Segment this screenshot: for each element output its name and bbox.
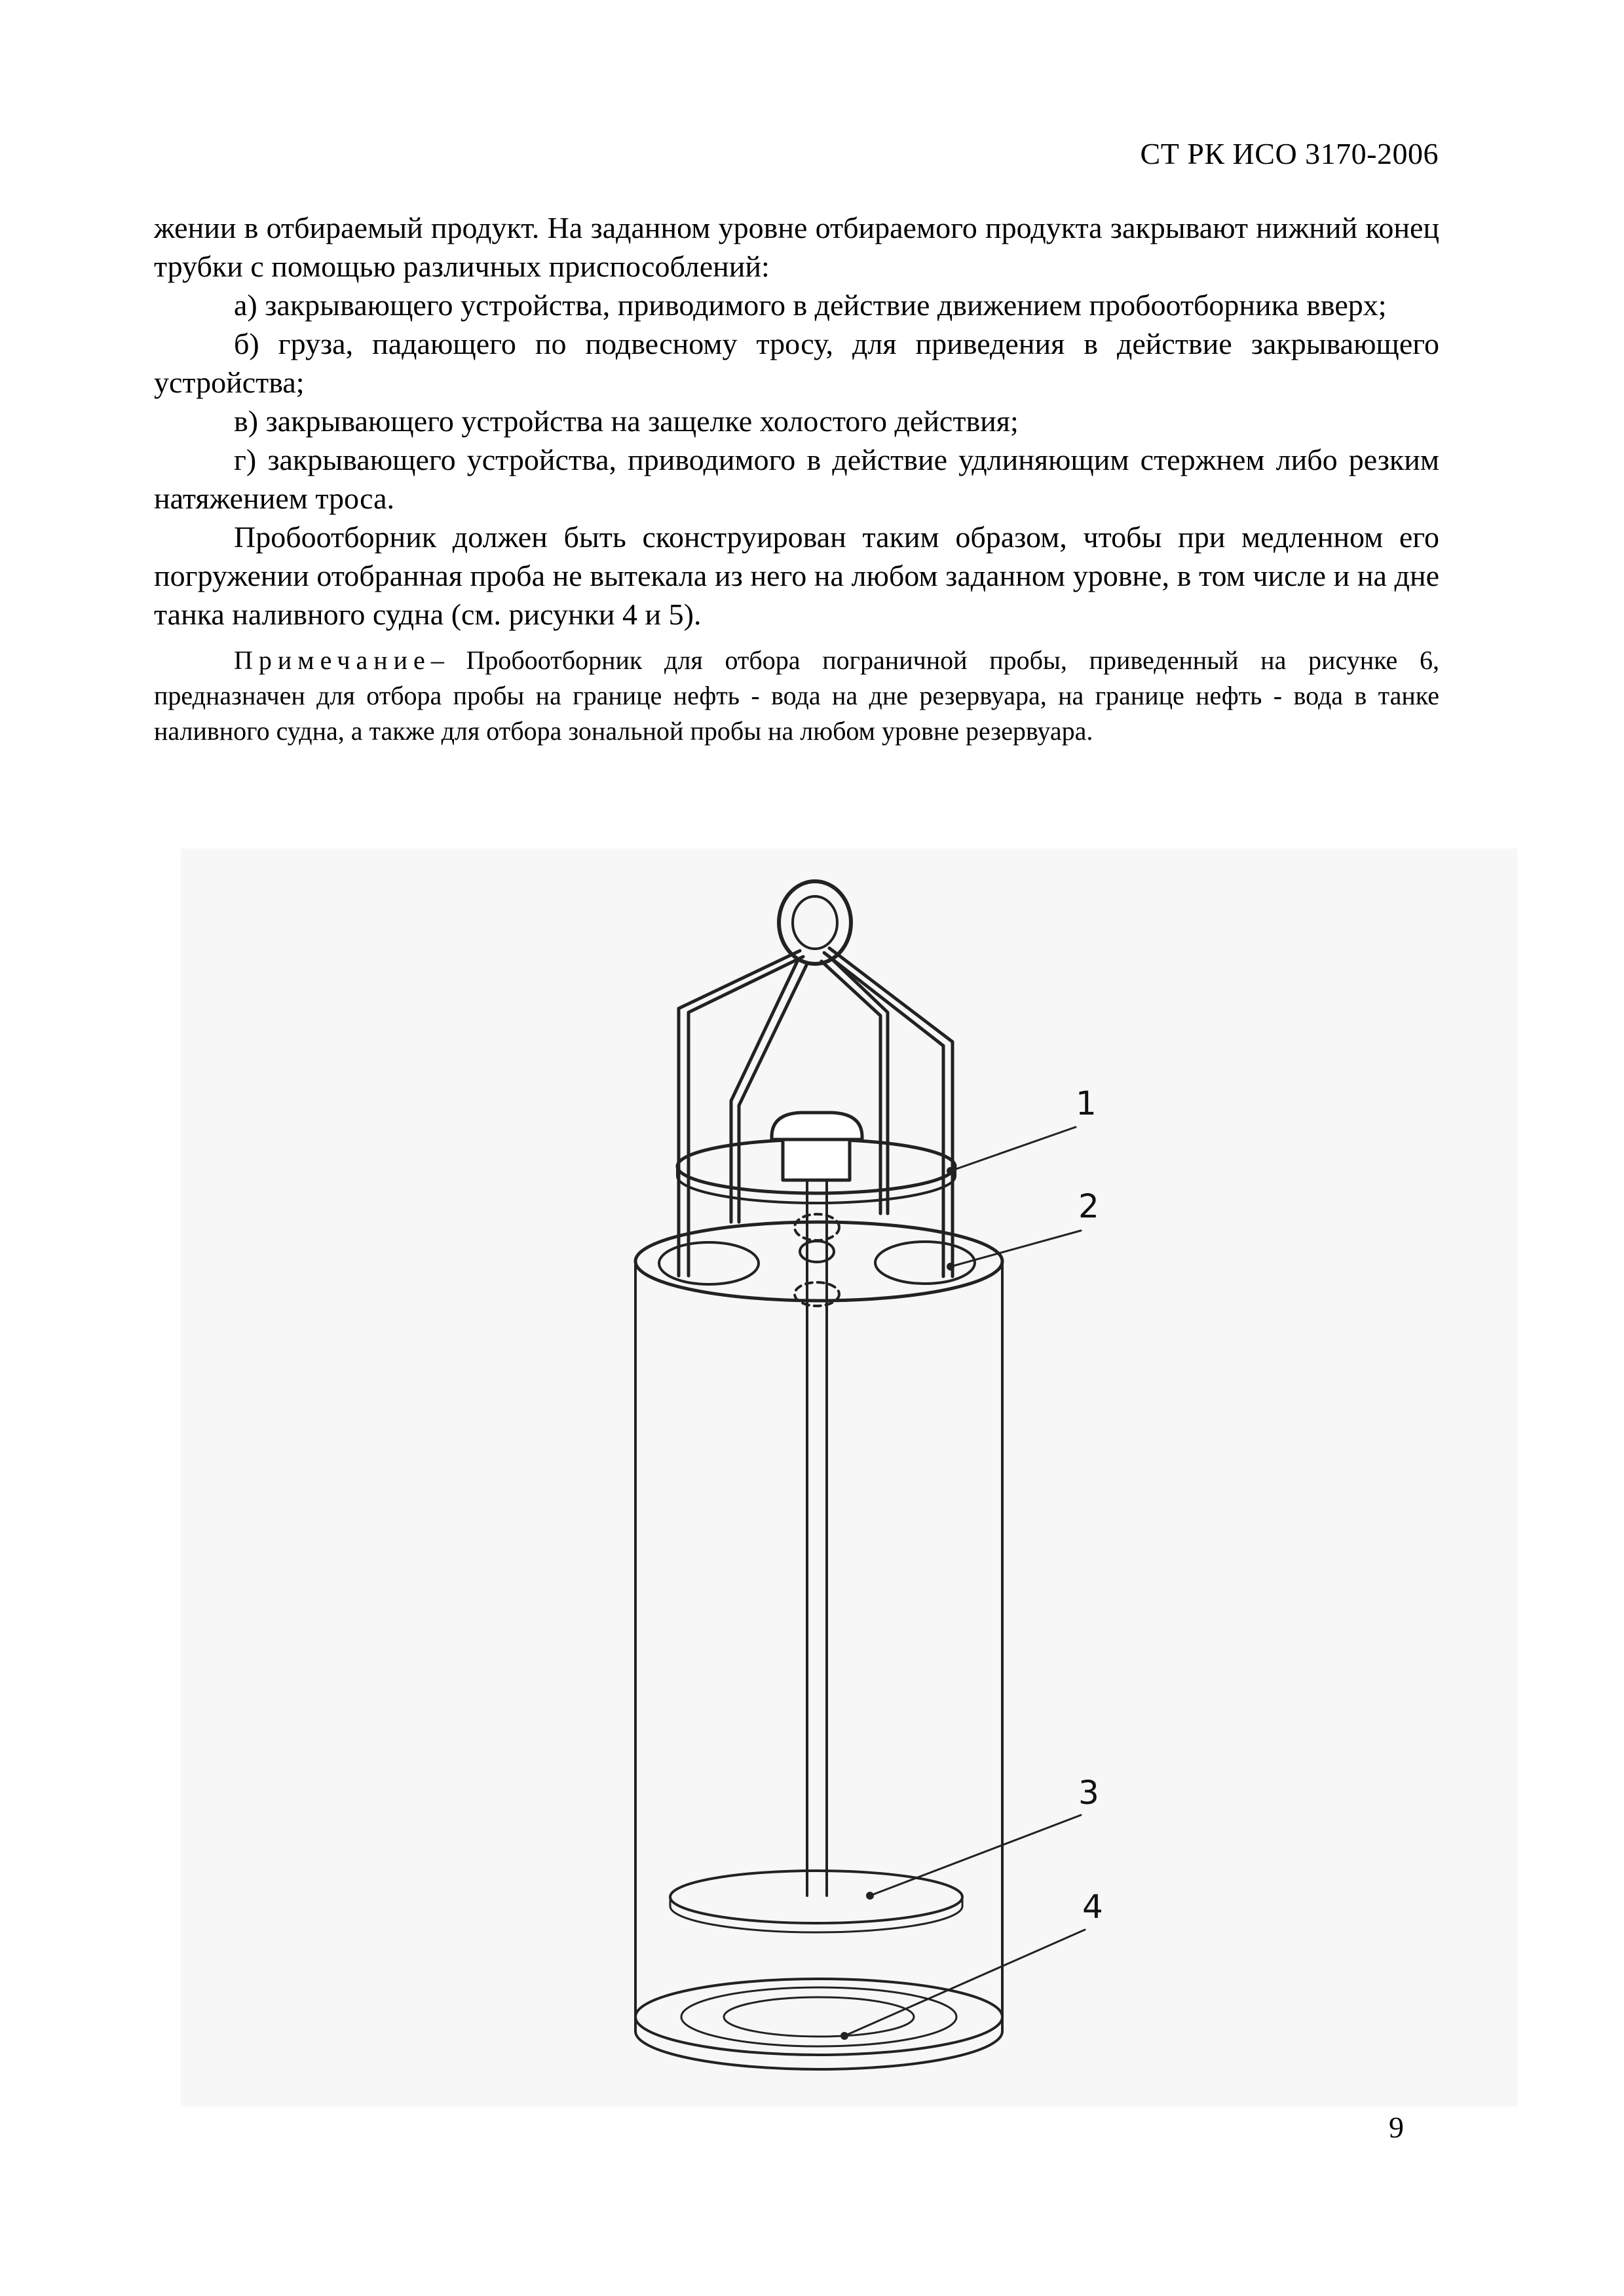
paragraph-continuation: жении в отбираемый продукт. На заданном уровне отбираемого продукта закрывают нижний конец трубки с помощью различных приспособлений: xyxy=(154,211,1439,283)
sampler-figure xyxy=(181,849,1517,2107)
callout-4: 4 xyxy=(1082,1888,1103,1926)
hanging-ring xyxy=(779,881,851,964)
note xyxy=(154,643,1439,749)
note-text: – Пробоотборник для отбора пограничной пробы, приведенный на рисунке 6, предназначен для отбора пробы на границе нефть - вода на дне резервуара, на границе нефть - вода в танке наливного судна, а также для отбора зональной пробы на любом уровне резервуара. xyxy=(154,645,1439,746)
list-item-a: а) закрывающего устройства, приводимого в действие движением пробоотборника вверх; xyxy=(234,288,1387,322)
callout-2: 2 xyxy=(1078,1187,1099,1225)
leader-lines xyxy=(844,1127,1085,2036)
document-code: СТ РК ИСО 3170-2006 xyxy=(1140,137,1439,170)
page-number: 9 xyxy=(1389,2111,1404,2144)
list-item-v: в) закрывающего устройства на защелке холостого действия; xyxy=(234,404,1019,438)
cylinder-body xyxy=(635,1261,1002,2069)
list-item-b: б) груза, падающего по подвесному тросу, для приведения в действие закрывающего устройства; xyxy=(154,327,1439,399)
note-label: Примечание xyxy=(234,645,431,675)
cylinder-top xyxy=(635,1214,1002,1306)
callout-3: 3 xyxy=(1078,1774,1099,1812)
central-knob xyxy=(772,1113,862,1180)
lower-plate xyxy=(670,1871,962,1932)
paragraph-sampler-design: Пробоотборник должен быть сконструирован таким образом, чтобы при медленном его погружении отобранная проба не вытекала из него на любом заданном уровне, в том числе и на дне танка наливного судна (см. рисунки 4 и 5). xyxy=(154,520,1439,631)
central-rod xyxy=(807,1180,827,1896)
sampler-drawing xyxy=(181,849,1517,2107)
list-item-g: г) закрывающего устройства, приводимого в действие удлиняющим стержнем либо резким натяжением троса. xyxy=(154,443,1439,515)
callout-1: 1 xyxy=(1076,1084,1097,1122)
body-text xyxy=(154,208,1439,749)
